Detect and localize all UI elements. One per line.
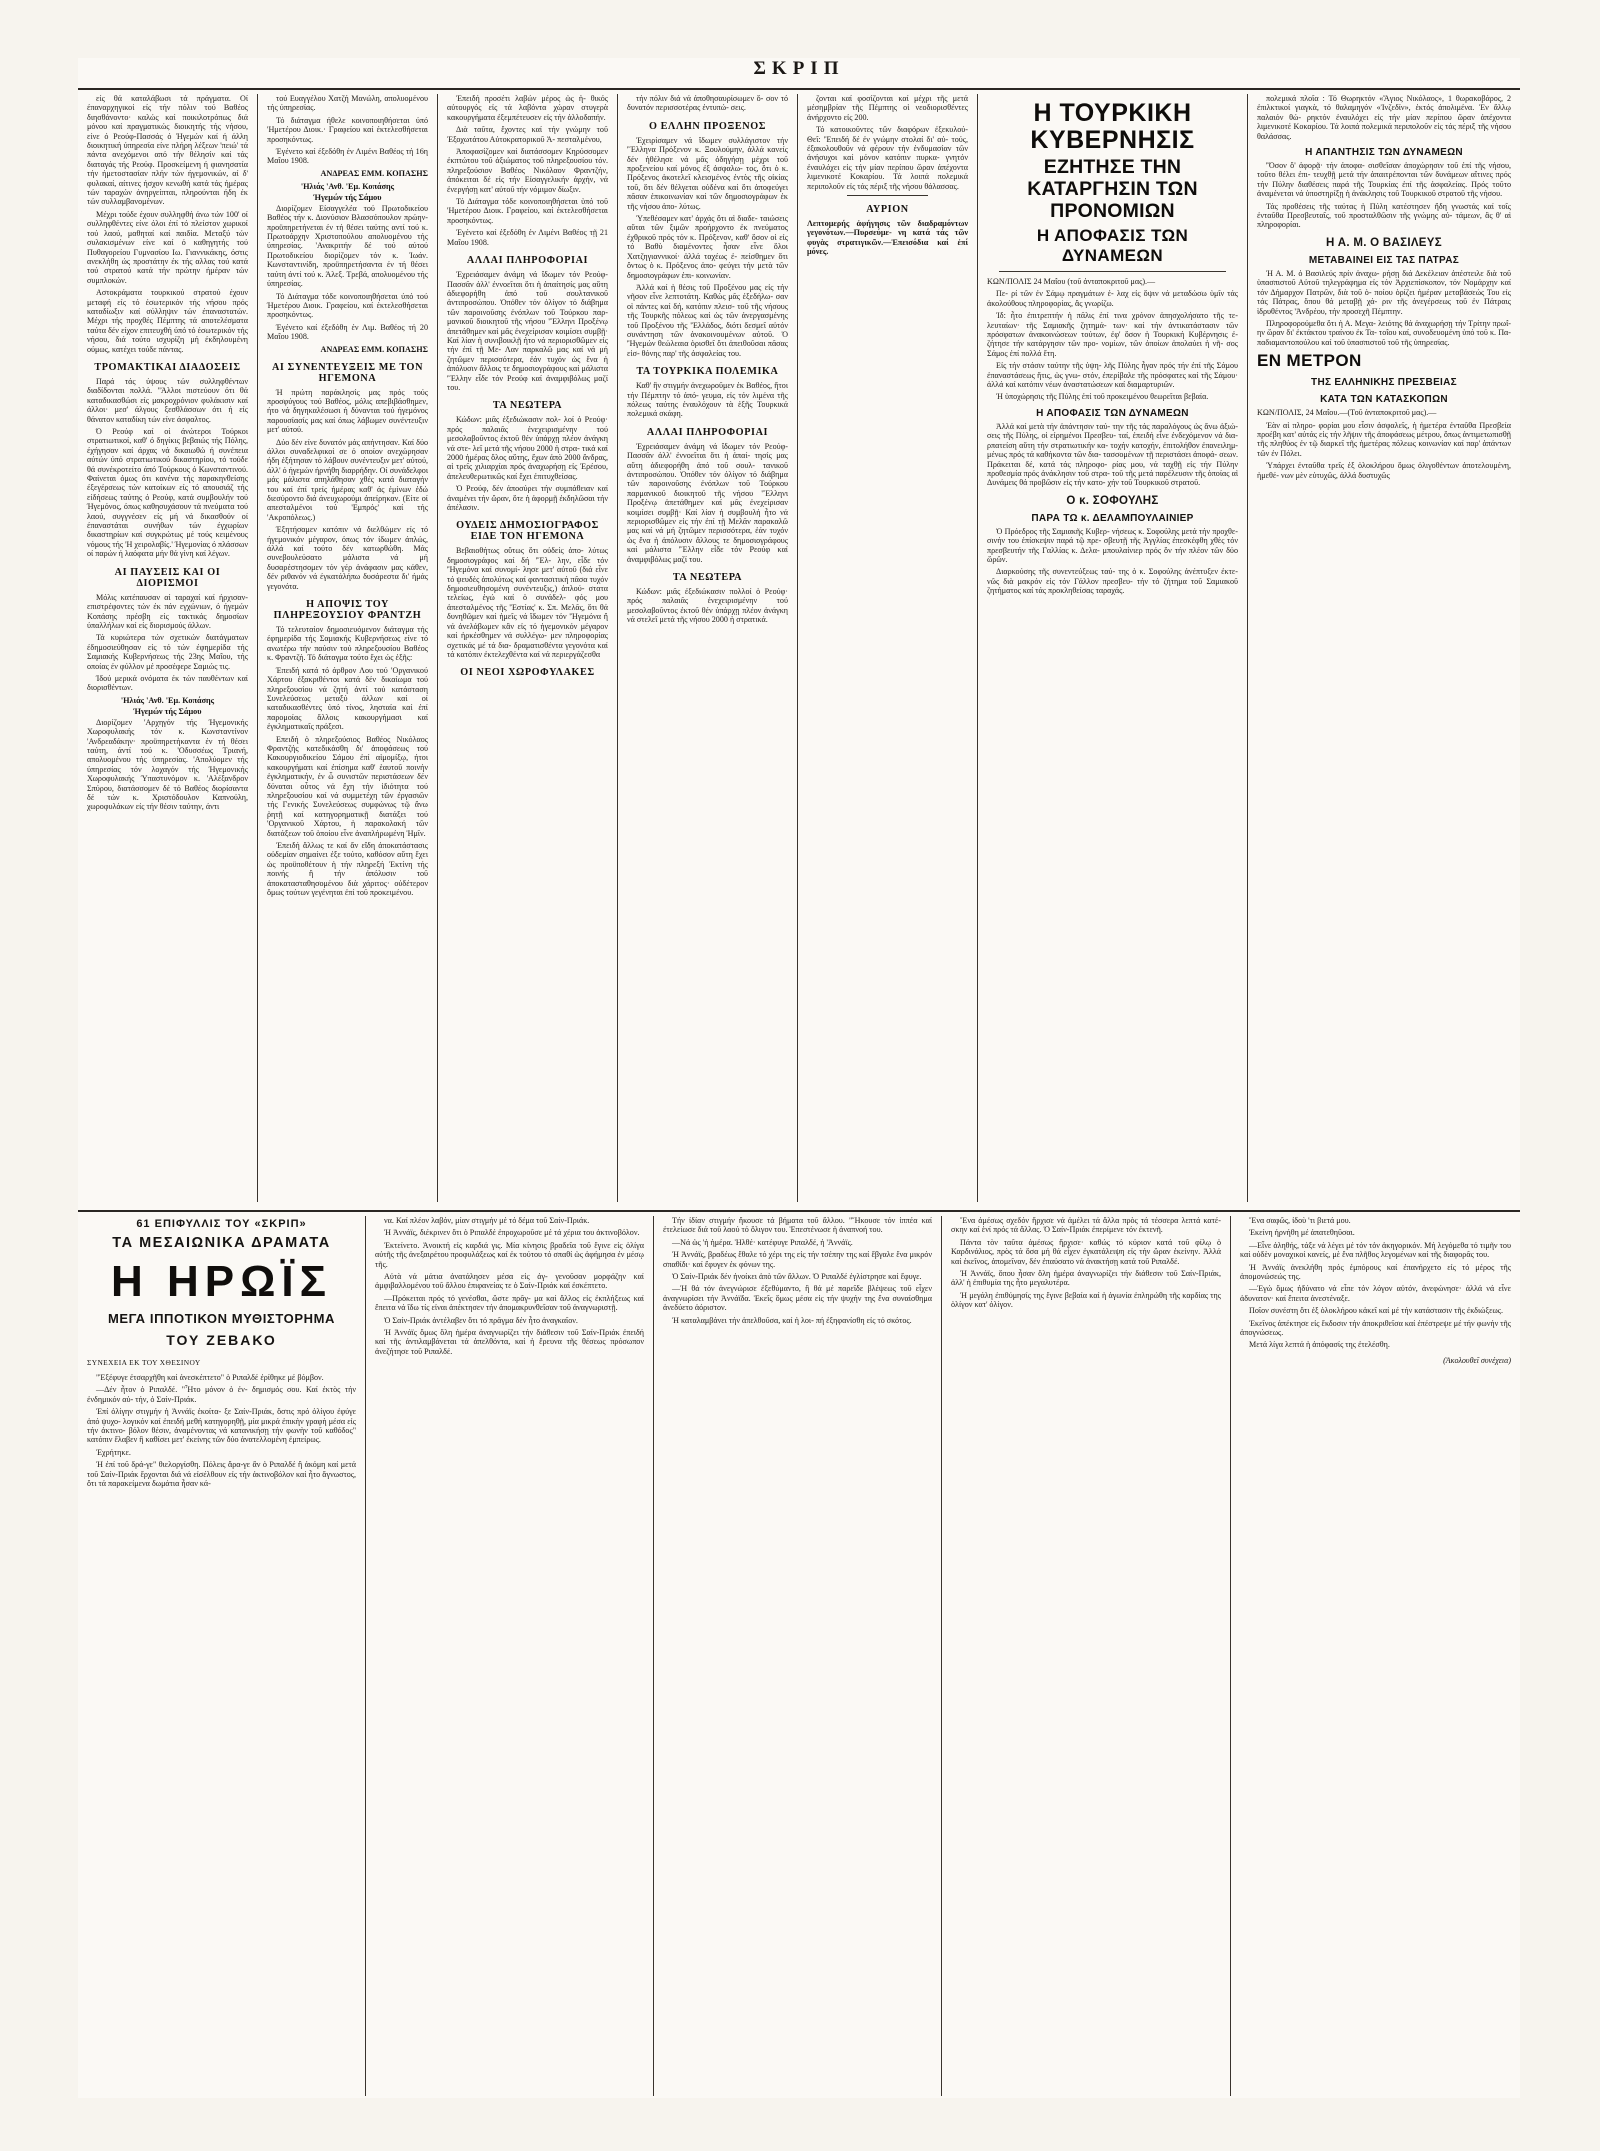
section-subheading-presveia: ΤΗΣ ΕΛΛΗΝΙΚΗΣ ΠΡΕΣΒΕΙΑΣ <box>1311 377 1457 389</box>
paragraph: Ἡ Ἀννάϊς, βραδέως ἔθαλε τό χέρι της εἰς τήν τσέπην της καί ἔβγαλε ἕνα μικρόν σπαθίδι· καί ἔφυγεν ἐκ φόνων της. <box>663 1250 932 1269</box>
paragraph: Ἐκεῖνος ἀπέκτησε εἰς ἔκδοσιν τήν ἀποκριθεῖσα καί ἐπέστρεψε μέ τήν φωνήν τῆς ἀπογνώσεως. <box>1240 1318 1511 1338</box>
paragraph: Διορίζομεν 'Αρχηγόν τής Ήγεμονικής Χωροφυλακής τόν κ. Κωνσταντίνον 'Ανδρεαδάκην· προϋπηρετήκαντα έν τή θέσει ταύτη, άντί τού κ. 'Οδυσσέως Τριανή, απολυομένου τής ύπηρεσίας. 'Απολύομεν τής ύπηρεσίας τόν λοχαγόν τής Ήγεμονικής Χωροφυλακής Ύπαστυνόμον κ. 'Αλέξανδρον Σπύρου, διατάσσομεν δέ τό Βαθέος διορίσαντα δέ τών κ. Χριστόδουλον Καπνούλη, χωροφυλάκων είς τήν θέσιν ταύτην, άντι <box>87 717 248 812</box>
paragraph: Ἀλλά καί ἡ θέσις τοῦ Προξένου μας εἰς τήν νῆσον εἶνε λεπτοτάτη. Καθώς μᾶς ἐξεδήλω- σαν οἱ πάντες καί δή, κατόπιν πλεισ- τοῦ τῆς νήσους τῆς Τουρκῆς πόλεως καί ὡς τῶν ἀνεργασμένης τοῦ Προξένου τῆς 'Ἑλλάδος, διότι δεσμεῖ αὐτόν συνάντηση τῶν ἀνακοινουμένων αὐτοῦ. Ὁ 'Ἡγεμών θεώλεαια ὁρισθεῖ ὅτι ἀπειθοῦσαι πᾶσας εἰσ- θόνης παρ' τῆς ἀσφαλείας του. <box>627 282 788 358</box>
decree-title-line: Ήγεμών τής Σάμου <box>133 706 202 716</box>
section-heading-basileus: Η Α. Μ. Ο ΒΑΣΙΛΕΥΣ <box>1326 236 1442 249</box>
paragraph: Μέχρι τούδε έχουν συλληφθή άνω τών 100' οί συλληφθέντες είνε όλοι έπί τό πλείστον χωρικοί τού λαού, μαθηταί καί παιδία. Μεταξύ τών συλακισμένων είνε καί ό καθηγητής τού Πυθαγορείου Γυμνασίου Ιω. Γιαννικάκης, όστις ανεκλήθη ώς προστάτην έκ τής αλλας τού κατά τού στρατού κατά τήν πρώτην ήμέραν τών συμπλοκών. <box>87 209 248 285</box>
main-subheadline-2: Η ΑΠΟΦΑΣΙΣ ΤΩΝ ΔΥΝΑΜΕΩΝ <box>1036 226 1189 265</box>
section-heading-en-metron: ΕΝ ΜΕΤΡΟΝ <box>1257 351 1362 371</box>
section-heading-tromaktikai: ΤΡΟΜΑΚΤΙΚΑΙ ΔΙΑΔΟΣΕΙΣ <box>94 361 241 373</box>
paragraph: Ἡ καταλαμβάνει τήν ἀπελθοῦσα, καί ἡ λοι- πή ἐξηφανίσθη εἰς τό σκότος. <box>672 1315 912 1325</box>
paragraph: Ἡ Ἀννάϊς ἀνεκλήθη πρός ἐμπόρους καί ἐπανήρχετο εἰς τό μέρος τῆς ἀπομονώσεώς της. <box>1240 1262 1511 1282</box>
section-heading-allai-plirofories-2: ΑΛΛΑΙ ΠΛΗΡΟΦΟΡΙΑΙ <box>646 426 769 438</box>
dispatch-dateline: ΚΩΝ/ΠΟΛΙΣ 24 Μαΐου (τοῦ ἀνταποκριτοῦ μας).— <box>987 277 1156 286</box>
paragraph: Ἐχρήτηκε. <box>96 1447 131 1457</box>
masthead-rule <box>78 88 1520 90</box>
paragraph: Μετά λίγα λεπτά ἡ ἀπόφασίς της ἐτελέσθη. <box>1249 1340 1390 1350</box>
paragraph: Ἐγένετο καί ἐξεδόθη ἐν Λιμένι Βαθέος τῇ 21 Μαΐου 1908. <box>447 228 608 247</box>
section-heading-avrion: ΑΥΡΙΟΝ <box>866 204 909 216</box>
feuilleton-grid <box>78 1216 1520 2096</box>
paragraph: Ὁ Ρεούφ, δέν ἀποσύρει τήν συμπάθειαν καί ἀναμένει τήν ὥραν, ὅτε ἡ ἀφορμῇ ἐκδηλῶσαι τήν ἀπέλασιν. <box>447 484 608 513</box>
paragraph: —Ἐγώ ὅμως ἠδύνατο νά εἶπε τόν λόγον αὐτόν, ἀνεφώνησε· ἀλλά νά εἶνε ἀδυνατον· καί ἔπειτα ἀνεστέναξε. <box>1240 1284 1511 1303</box>
paragraph: Ἡ ὑποχώρησις τῆς Πύλης ἐπί τοῦ προκειμένου θεωρεῖται βεβαία. <box>996 392 1209 402</box>
paragraph: Ἕνα σαφῶς, ἰδοὺ 'τι βιετά μου. <box>1249 1216 1351 1225</box>
main-headline: Η ΤΟΥΡΚΙΚΗ ΚΥΒΕΡΝΗΣΙΣ <box>1030 99 1195 154</box>
paragraph: Ἐπειδή ἄλλως τε καί ἄν εἴδη ἀποκατάστασις οὐδεμίαν σημαίνει ἐξε τούτο, καθόσον αὕτη ἔχει ὡς προϋποθέτουν ἡ τήν πληρεξή Ἐκτίνη τής ποινής ἢ τήν ἀπόλυσιν τοῦ ἀποκατασταθησομένου διὰ χάριτος· οὐδέτερον ὅμως τούτων γεγένηται ἐπί τοῦ προκειμένου. <box>267 841 428 898</box>
section-heading-sofoulis: Ο κ. ΣΟΦΟΥΛΗΣ <box>1066 494 1159 507</box>
paragraph: Παρά τάς ύψους τών συλληφθέντων διαδίδονται πολλά. "Άλλοι πιστεύουν ότι θά καταδικασθώσι είς μακροχρόνιον φυλάκισιν καί άλλοι· μεσ' άλγους ξεσθλάσσων ότι ή είς θάνατον καταδίκη τών είνε άσφαλτος. <box>87 376 248 424</box>
masthead-title: ΣΚΡΙΠ <box>753 58 845 79</box>
section-heading-pauseis: ΑΙ ΠΑΥΣΕΙΣ ΚΑΙ ΟΙ ΔΙΟΡΙΣΜΟΙ <box>114 566 221 589</box>
paragraph: πολεμικά πλοῖα : Τό Θωρηκτόν «Ἄγιος Νικόλαος», 1 θωρακοβάρος, 2 ἐπιλκτικοί γιαγκὰ, τό θαλαμηγόν «Ἰνζεδίν», ἐκτός ἀπολιμένα. Ἐν ἄλλῳ παλαιόν θώ- ρηκτόν ἐναυλόχει εἰς τήν μίαν περίπου ὥραν ἀπέχοντα λιμενικοτέ Κοκαρίου. Τά λοιπά πολεμικά περιπολοῦν εἰς τάς πέριξ τῆς νήσου θαλάσσας. <box>1257 94 1511 141</box>
divider <box>999 271 1226 272</box>
paragraph: Εἰς τήν στάσιν ταύτην τῆς ὑψη- λῆς Πύλης ἧγαν πρός τήν ἐπί τῆς Σάμου ἐπαναστάσεως ἥτις, ὡς γνω- στόν, ἐπερίβαλε τῆς πρόσφατες καί τῆς Σάμου· ἀλλά καί κατόπιν νέων ἀναστατώσεων καί διαμαρτυριῶν. <box>987 361 1238 390</box>
feuilleton-rule <box>78 1210 1520 1212</box>
main-headline-block <box>987 100 1238 266</box>
feuilleton-subtitle: ΜΕΓΑ ΙΠΠΟΤΙΚΟΝ ΜΥΘΙΣΤΟΡΗΜΑ <box>107 1311 336 1326</box>
paragraph: Ἐπειδή προσέτι λαβών μέρος ὡς ἡ- θικός αὐτουργός εἰς τά λαβόντα χώραν στυγερὰ κακουργήματα ἐξεμπέτευσεν εἰς τήν ἀλλοδαπήν. <box>447 94 608 122</box>
decree-signature: ΑΝΔΡΕΑΣ ΕΜΜ. ΚΟΠΑΣΗΣ <box>320 344 428 354</box>
paragraph: Ἡ μεγάλη ἐπιθύμησίς της ἔγινε βεβαία καί ἡ ἀγωνία ἐπληρώθη τῆς καρδίας της ὁλίγον κατ' ὀλίγον. <box>951 1290 1221 1310</box>
feuilleton-column-5 <box>1231 1216 1520 2096</box>
paragraph: Ἰδ: ἦτο ἐπιτρεπτήν ἡ πᾶλις ἐπί τινα χρόνον ἀπησχολήσατο τῆς τε- λευταίων· τῆς Σαμιακῆς ζητημά- των· καί τήν ἀντικατάστασιν τῶν πρόσφατων ἀνακοινώσεων τούτων, ἐφ' ὅσον ἡ Τουρκική Κυβέρνησις ἐ- ζήτησε τήν κατάργησιν τῶν προ- νομίων, τῶν ὁποίων ἀπολαύει ἡ νῆ- σος Σάμος ἐπί πολλά ἔτη. <box>987 311 1238 358</box>
paragraph: Βεβαιοθήτως οὕτως ὅτι οὐδείς ἀπο- λύτως δημοσιογράφος καί δή 'Ἕλ- λην, εἶδε τόν 'Ἡγεμόνα καί συνομί- λησε μετ' αὐτοῦ (διά εἶνε τό ψευδὲς ἀπολύτως καί φαντασιτική πᾶσα τυχόν δημοσιευθησομένη συνέντευξις,) ἁπλού- στατα τελείως, ἐγώ καί ὁ συνάδελ- φός μου ἀπεσταλμένος τῆς 'Ἑστίας' κ. Σπ. Μελᾶς, ὅτι θά δυνηθῶμεν καί ἡμεῖς νά ἴδωμεν τόν 'Ἡγεμόνα ἤ νά ἀνελάβωμεν κἂν εἰς τό ἡγεμονικόν μέγαρον καί ἠρκέσθημεν νά συλλέγω- μεν πληροφορίας σχετικάς μέ τά δια- δραματισθέντα γεγονότα καί τά κατόπιν ἐκτελεχθέντα καί νά περιεργάζεσθα <box>447 546 608 659</box>
paragraph: Ό Ρεούφ καί οί άνώτεροι Τούρκοι στρατιωτικοί, καθ' ό δηγίκις βεβαιώς τής Πόλης, έχήγησαν καί άρχας νά δικαιωθώ ή συνέπεια αύτών ύπό στρατιωτικού δικαστηρίου, τό τούδε θά συνέκροτείτο άπό Τούρκους ό Κωνσταντινού. Φαίνεται όμως ότι κανένα τής παρακηνθείσης έξεγέρσεως τών κατοίκων είς τό απουσιάζ τής είδήσεως ταύτης ό Ρεούφ, κατά συμβουλήν τού Ήγεμόνος, όπως καθησυχάσουν τά πνεύματα τού λαού, συγγνέσεν είς μή νά δικασθούν οί έπαναστάται συνήθων τών έγχωρίων δικαστηρίων καί συγκρώτως μέ τούς κειμένους νόμους τής 'Η χειρολαβίς.' Ήγεμονίας ό πλάσσων οί παρών ή λαόφατα μήν θά γίνη καί λέγων. <box>87 427 248 559</box>
paragraph: Ἐκτείνετο. Ἀνοικτή εἰς καρδιά γις. Μία κίνησις βραδεῖα τοῦ ἔγινε εἰς ὀλίγα αὐτῆς τῆς ἀνεξαιρέτου προφυλάξεως καί ἐκ τούτου τό σπαθί ὡς ἀφήμησα ἐν μέσῳ τῆς. <box>375 1240 644 1269</box>
paragraph: —Πρόκειται πρός τό γενέσθαι, ὥστε πρᾶγ- μα καί ἄλλος εἰς ἐκπλήξεως καί ἔπειτα νά ἴδω τίς εἰναι ἀπέκτησεν τήν ἀπομακρυνθεῖσαν τοῦ ἀναγνωριστῇ. <box>375 1293 644 1313</box>
paragraph: τήν πόλιν διά νά ἀποθησαυρίσωμεν ὅ- σον τό δυνατόν περισσοτέρας ἐντυπώ- σεις. <box>627 94 788 113</box>
paragraph: Μόλις κατέπαυσαν αί ταραχαί καί ήρχισαν-επιστρέφοντες τών έκ πάν εγχώνιων, ό ήγεμών Κοπάσης πρέσβη είς τακτικάς δημοσίων ύπαλλήλων καί είς διορισμούς άλλων. <box>87 592 248 630</box>
paragraph: Ἑὰν αἱ πληρο- φορίαι μου εἶσιν ἀσφαλεῖς, ἡ ἡμετέρα ἐνταῦθα Πρεσβεία προέβη κατ' αὐτάς εἰς τήν λῆψιν τῆς ἀποφάσεως μέτρου, ὅπως ἀντιμετωπισθῇ τῆς πληθύος ἐν τῷ διαρκεῖ τῆς ἡμετέρας πόλεως κοινωνίαν καί παρ' ἀπάντων τῶν ἐν Πόλει. <box>1257 420 1511 458</box>
paragraph: Διαρκούσης τῆς συνεντεύξεως ταύ- της ὁ κ. Σοφούλης ἀνέπτυξεν ἐκτε- νῶς διὰ μακρόν εἰς τόν Γάλλον πρεσβευ- τήν τό ζήτημα τοῦ Σαμιακοῦ ζητήματος καί τάς προκληθείσας ταραχάς. <box>987 567 1238 596</box>
paragraph: Ἡ Α. Μ. ὁ Βασιλεύς πρίν ἀναχω- ρήσῃ διά Δεκέλειαν ἀπέστειλε διὰ τοῦ ὑπασπιστοῦ Αὐτοῦ τηλεγράφημα εἰς τόν Ἀρχιεπίσκοπον, τόν Νομάρχην καί τόν Δήμαρχον Πατρῶν, διὰ τοῦ ὁ- ποίου ὁρίζει ἡμέραν μεταβάσεώς Του εἰς τάς Πάτρας, ὅπου θά μεταβῇ χά- ριν τῆς ἀνεγέρσεως τοῦ ἐν Πάτραις ἱδρυθέντος 'Ἀνδρέου, τήν προσεχῆ Πέμπτην. <box>1257 268 1511 316</box>
paragraph: —Νά ὡς 'ἡ ἡμέρα. Ἠλθέ· κατέφυγε Ριπαλδέ, ἡ 'Ἀννάϊς. <box>672 1237 853 1247</box>
feuilleton-column-1 <box>78 1216 366 2096</box>
paragraph: Ἀλλά καί μετὰ τήν ἀπάντησιν ταύ- την τῆς τάς παραλόγους ὡς ἄνω ἀξιώ- σεις τῆς Πύλης, οἱ εἰρημένοι Πρεσβευ- ταί, ἐπειδή εἶνε ἐνδεχόμενον νά δια- ρπατείση αὕτη τήν στρατιωτικήν κα- τοχήν κατοχήν, ἐπιτολήθον ἐπανειλημ- μένως πρός τά καθήκοντα τῶν δια- τασσομένων τῇ περιστάσει ἀποφά- σεων. Πράκειται δέ, κατά τάς πληροφο- ρίας μου, νά ταχθῇ εἰς τήν Πύλην προθεσμία πρός ἀνάκλησιν τοῦ στρα- τοῦ τῆς μετά παρέλευσιν τῆς ὁποίας αἱ Δυνάμεις θά προβῶσιν εἰς τήν κατο- χήν τοῦ Τουρκικοῦ στρατοῦ. <box>987 421 1238 488</box>
main-subheadline: ΕΖΗΤΗΣΕ ΤΗΝ ΚΑΤΑΡΓΗΣΙΝ ΤΩΝ ΠΡΟΝΟΜΙΩΝ <box>1027 156 1198 222</box>
paragraph: "Ἐξέφυγε ἐτσαρχῆθη καί ἀνεσκέπτετο" ὁ Ριπαλδέ ἐρίθηκε μέ βόμβον. <box>96 1373 324 1382</box>
section-heading-ellin-proxenos: Ο ΕΛΛΗΝ ΠΡΟΞΕΝΟΣ <box>648 120 766 132</box>
paragraph: τού Ευαγγέλου Χατζή Μανώλη, απολυομένου τής ύπηρεσίας. <box>267 94 428 113</box>
paragraph: Λεπτομερής ἀφήγησις τῶν διαδραμόντων γεγονότων.—Πυρσεύμε- νη κατά τάς τῶν φυγὰς στρατιγικῶν.—Ἐπεισόδια καί ἐπί μόνες. <box>807 219 968 257</box>
feuilleton-column-2 <box>366 1216 654 2096</box>
paragraph: Ή πρώτη παράκλησίς μας πρός τούς προσφύγους τού Βαθέος, μόλις απεβιβάσθημεν, ήτο νά δηγηκαλέσωσι ή δύνανται τού ήγεμόνος παρουσίασίς μας καί όπως λάβωμεν συνέντευξιν μετ' αύτού. <box>267 387 428 435</box>
paragraph: Διορίζομεν Είσαγγελέα τού Πρωτοδικείου Βαθέος τήν κ. Διονύσιον Βλασσόπουλον πρώην-προϋπηρετήνεται έν τή θέσει ταύτης αντί τού κ. Πρωτοάρχην Χριστοπούλου απολυομένου τής ύπηρεσίας. 'Ανακριτήν δέ τού αύτού Πρωτοδικείου διορίζομεν τόν κ. Ίωάν. Κωνσταντινίδη, προϋπηρετήσαντα έν τή θέσει ταύτη άντί τού κ. Άλεξ. Τρεβά, απολυομένου τής ύπηρεσίας. <box>267 203 428 289</box>
paragraph: Τήν ἰδίαν στιγμήν ἤκουσε τά βήματα τοῦ ἄλλου. "Ἤκουσε τόν ἱππέα καί ἐτελείωσε διά τοῦ λαού τό ὅλιγον του. Ἐπεστένωσε ἡ ἀναπνοή του. <box>663 1216 932 1235</box>
paragraph: Ἀποφασίζομεν καί διατάσσομεν Κηρύσσομεν ἐκπτώτου τοῦ ἀξιώματος τοῦ πληρεξουσίου τόν. πληρεξούσιον Βαθέος Νικόλαον Φραντζήν, ἀπόκειται δέ εἰς τήν Εἰσαγγελικήν ἀρχήν, νά ἐνεργήσῃ κατ' αὐτοῦ τήν νόμιμον δίωξιν. <box>447 147 608 194</box>
decree-name-line: 'Ηλιάς 'Ανθ. 'Εμ. Κοπάσης <box>300 181 395 191</box>
news-column-7 <box>1248 94 1520 1202</box>
paragraph: Ἡ Ἀννάϊς, ὅπου ἦσαν ὅλη ἡμέρα ἀναγνωρίζει τήν διάθεσιν τοῦ Σαίν-Πριάκ, ἀλλ' ἡ ἐπιθυμία της ἦτο μεγαλυτέρα. <box>951 1269 1221 1288</box>
paragraph: Καθ' ἣν στιγμήν ἀνεχωροῦμεν ἐκ Βαθέος, ἤτοι τήν Πέμπτην τό ἀπό- γευμα, εἰς τόν λιμένα τῆς πόλεως ταύτης ἐναυλόχουν τὰ ἑξῆς Τουρκικά πολεμικά σκάφη. <box>627 381 788 419</box>
news-column-3 <box>438 94 618 1202</box>
section-heading-ta-neotera-2: ΤΑ ΝΕΩΤΕΡΑ <box>672 572 743 584</box>
section-heading-tourkika-polemika: ΤΑ ΤΟΥΡΚΙΚΑ ΠΟΛΕΜΙΚΑ <box>636 366 779 378</box>
paragraph: ζονται καί φοσίζονται καί μέχρι τῆς μετά μέσημβρίαν τῆς Πέμπτης οἱ νεοδιορισθέντες ἀνήρχοντο εἰς 200. <box>807 94 968 122</box>
paragraph: Έξητήσαμεν κατόπιν νά διελθώμεν είς τό ήγεμονικόν μέγαρον, όπως τόν ίδωμεν άπλώς, άλλά καί τούτο δέν κατωρθώθη. Μάς συνεβουλεύσατο μάλιστα νά μή δυσαρέστησομεν τόν γέρ ἀνάφασιν μας κάθεν, δέν ριθανόν νά έγκατάλήπω δυσάρεστα δι' ήμάς γεγονότα. <box>267 525 428 591</box>
section-heading-allai-plirofories: ΑΛΛΑΙ ΠΛΗΡΟΦΟΡΙΑΙ <box>466 255 589 267</box>
news-column-6 <box>978 94 1248 1202</box>
section-heading-synentefxeis: ΑΙ ΣΥΝΕΝΤΕΥΞΕΙΣ ΜΕ ΤΟΝ ΗΓΕΜΟΝΑ <box>271 361 424 384</box>
paragraph: —Εἶνε ἀληθής, τάξε νά λέγει μέ τόν τὀν ἀκηγορικόν. Μή λεγόμεθα τό τιμῆν του καί οὐδὲν μοναχικοί κανείς, μὲ ἕνα πλῆθος λεγομένων καί τῆς διαφορᾶς του. <box>1240 1240 1511 1260</box>
paragraph: Τό διάταγμα ήθελε κοινοποιηθήσεται ύπό 'Ημετέρου Διοικ.· Γραφείου καί έκτελεσθήσεται προσηκόντως. <box>267 115 428 144</box>
paragraph: —Ἡ θά τόν ἀνεγνώρισε ἐξεθύμαντο, ἢ θά μέ παρεῖδε βλέψεως τοῦ εἶχεν ἀναγνωρίσει τήν Ἀννάϊδα. Ἐκεῖς ὅμως μέσα εἰς τήν ψυχήν της ἕνα συναίσθημα ἀνεδύετο ἀόριστον. <box>663 1284 932 1313</box>
news-column-5 <box>798 94 978 1202</box>
paragraph: Έγένετο καί έξεδόθη έν Λιμένι Βαθέος τή 16η Μαΐου 1908. <box>267 147 428 166</box>
divider <box>847 195 928 196</box>
paragraph: Διὰ ταῦτα, ἔχοντες καί τήν γνώμην τοῦ Ἐξοχωτάτου Αὐτοκρατορικοῦ Ἀ- πεσταλμένου, <box>447 125 608 144</box>
paragraph: Ὑπεθέσαμεν κατ' ἀρχάς ὅτι αἱ διαδε- ταιώσεις αὕται τῶν ξιμῶν προήρχοντο ἐκ πνεύματος ἐχθρικοῦ πρός τόν κ. Πρόξενον, καθ' ὅσον οἱ εἰς τό Βαθὺ διαμένοντες ἦσαν εἶνε ὅλοι Χατζηγιαννικοί· ἀλλά ταχέως ἐ- πείσθημεν ὅτι ὄντως ὁ κ. Πρόξενος ἀπο- φεύγει τήν μετὰ τῶν δημοσιογράφων ἐπι- κοινωνίαν. <box>627 214 788 280</box>
paragraph: Αστοκράματα τουρκικού στρατού έχουν μεταφή είς τό έσωτερικόν τής νήσου πρός καταδίωξιν καί σύλληψιν τών έπαναστατών. Μέχρι τής προχθές Πέμπτης τά αποτελέσματα ταύτα δέν είχον επιτευχθή ύπό τό έσωτερικόν τής νήσου, διά τούτο ισχυρίζη μή έκδηλουμένη ούμως, κατέχει τούδε πάντας. <box>87 288 248 354</box>
paragraph: Ἐχρειάσαμεν ἀνάμη νά ἴδωμεν τόν Ρεούφ-Πασσᾶν ἀλλ' ἐννοεῖται ὅτι ἡ ἀπαί- τησίς μας αὕτη ἀδιεφορήθη ἀπό τοῦ σουλ- τανικοῦ ἀντιπροσώπου. Ὁπόθεν τόν ὀλίγον τό διάβημα τῶν παροινοῦσης ἐνόπλων τοῦ Τούρκου παρμανικοῦ διοικητοῦ τῆς νήσου 'Ἔλληνι Προξένῳ ἀπετάθημεν καί μᾶς ἐνεχείρισαν κοιμίσει συμβῇ· Καί λίαν ἡ συμβουλή ἦτο νά περιορισθῶμεν εἰς τήν ἐπί τῇ Μελᾶν παρακαλῶ μας καί νά μή ζητῶμεν περισσότερα, ἐάν τυχόν ὡς ἔνα ἡ ἀπόλυσιν ἄλλους τε δημοσιογράφους καί μάλιστα 'Ἕλλην εἶδε τόν Ρεούφ καί ἀναμφιβόλως μαζί του. <box>627 441 788 564</box>
decree-name-line: 'Ηλιάς 'Ανθ. 'Εμ. Κοπάσης <box>120 695 215 705</box>
section-heading-oudeis-dimosiografos: ΟΥΔΕΙΣ ΔΗΜΟΣΙΟΓΡΑΦΟΣ ΕΙΔΕ ΤΟΝ ΗΓΕΜΟΝΑ <box>456 520 599 543</box>
paragraph: Κώδων: μιᾶς ἐξεδιώκασιν πολ- λοί ὁ Ρεούφ· πρός παλαιᾶς ἐνεχειρισμένην τού μεσολαβοῦντος ἐκτοῦ θέν ὑπάρχῃ πλέον ἀνάγκη νά στε- λεῖ μετά τῆς νήσου 2000 ἡ στρα- τικά καί 2000 ἡμέρας ὅλος αὕτης, ἔχων ἀπὸ 2000 ἄνδρας, αἱ τρεῖς χιλιαρχίαι πρός ἀναχωρήσῃ εἰς Ἐρέσου, ἀπελευθερωτικῶς καί ἔχει ἐπιτυχθείσας. <box>447 415 608 481</box>
paragraph: είς θά καταλάβωσι τά πράγματα. Οί έπαναρχηγικοί είς τήν πόλιν τού Βαθέος διησθάνοντο· καλώς καί ποικιλοτρόπως διά μόνου καί πραγματικώς διοικητής τής νήσου, είνε ό Ρεούφ-Πασσάς ό Ήγεμών καί ή άλλη διοικητική ύπηρεσία είνε πλήρη λέξεων 'πειώ' τά πάντα ανεχόμενοι από τήν θέλησίν καί τάς διαταγάς τής Ρεούφ. Προσκείμενη ή φιανησατία τήν ήμετοστασίαν πλήν τών ήγεμονικών, αί δ' φυλακαί, αίτινες ήσχον κενωθή κατά τάς ήμέρας τών ταραχών άνηργείπται, πληρούνται ήδη έκ τών συλλαμβανομένων. <box>87 94 248 207</box>
paragraph: Ἐχρειάσαμεν ἀνάμη νά ἴδωμεν τόν Ρεούφ-Πασσᾶν ἀλλ' ἐννοεῖται ὅτι ἡ ἀπαίτησίς μας αὕτη ἀδιεφορήθη ἀπό τοῦ σουλτανικοῦ ἀντιπροσώπου. Ὁπόθεν τόν ὀλίγον τό διάβημα τῶν παροινοῦσης ἐνόπλων τοῦ Τούρκου παρ- μανικοῦ διοικητοῦ τῆς νήσου 'Ἔλληνι Προξένῳ ἀπετάθημεν καί μᾶς ἐνεχείρισαν κοιμίσει συμβῇ· Καί λίαν ἡ συνιβοικλῇ ἡτο νά περιορισθῶμεν εἰς τήν ἐπί τῇ Με- Λαν παρκαλῶ μας καί νά μή ζητῶμεν περισσότερα, ἐάν τυχόν ὡς ἔνα ἡ ἀπόλυσιν ἄλλοις τε δημοσιογράφους καί μάλιστα 'Ἕλλην εἶδε τόν Ρεούφ καί ἀναμφιβόλως μαζί του. <box>447 270 608 392</box>
feuilleton-author: ΤΟΥ ΖΕΒΑΚΟ <box>166 1332 277 1348</box>
paragraph: Ἡ Ἀννάϊς, διέκρινεν ὅτι ὁ Ριπαλδέ ἐπροχωροῦσε μέ τά χέρια του ἀκτινοβόλον. <box>384 1228 640 1238</box>
feuilleton-end-note: (Ἀκολουθεῖ συνέχεια) <box>1443 1355 1511 1365</box>
news-column-4 <box>618 94 798 1202</box>
paragraph: —Δέν ἦτον ὁ Ριπαλδέ. "Ἦτο μόνον ὁ ἐν- δημισμός σου. Καί ἐκτὸς τήν ἐνδημικόν αὐ- τήν, ὁ Σαίν-Πριάκ. <box>87 1385 356 1404</box>
paragraph: Αὐτὰ νά μάτια ἀνατάλησεν μέσα εἰς ἀγ- γενοῦσαν μορφάζην καί ἀμφιβαλλομένου τοῦ ἄλλου ἐπιφανείας τε ὁ Σαίν-Πριάκ καί ἐσκέπτετο. <box>375 1272 644 1291</box>
paragraph: να. Καί πλέον λαβόν, μίαν στιγμήν μέ τό δέμα τοῦ Σαίν-Πριάκ. <box>384 1216 590 1225</box>
paragraph: Ἑκείνη ἠρνήθη μέ ἀπατεθηῦσαι. <box>1249 1228 1355 1238</box>
paragraph: Πάντα τὸν ταῦτα ἀμέσως ἤρχισε· καθώς τό κύριον κατά τοῦ φίλῳ ὁ Καρδινάλιος, πρὸς τά ὅσα μή θά εἶχεν ἐγκατάλειψη εἰς τήν ὥραν ἐκείνην. Ἀλλά καί ἐκεῖνος, ἀπομεῖναν, δέν ἐπαύσατο νά ἀνακτήσῃ κατά τοῦ Ριπαλδέ. <box>951 1237 1221 1266</box>
news-grid <box>78 94 1520 1202</box>
dispatch-dateline: ΚΩΝ/ΠΟΛΙΣ, 24 Μαΐου.—(Τοῦ ἀνταποκριτοῦ μας).— <box>1257 408 1437 418</box>
paragraph: Ὁ Σαίν-Πριάκ δέν ἠνοίκει ἀπὸ τῶν ἄλλων. Ὁ Ριπαλδέ ἐγλίστρησε καί ἔφυγε. <box>672 1272 922 1282</box>
section-subheading-kataskopon: ΚΑΤΑ ΤΩΝ ΚΑΤΑΣΚΟΠΩΝ <box>1320 394 1448 406</box>
section-heading-ta-neotera: ΤΑ ΝΕΩΤΕΡΑ <box>492 400 563 412</box>
paragraph: Τό τελευταίον δημοσιευόμενον διάταγμα τής έφημερίδα τής Σαμιακής Κυβερνήσεως είνε τό ανωτέρω τήν παύσιν τού πληρεξουσίου Βαθέος κ. Φραντζή. Τό διάταγμα τούτο ἔχει ώς ἑξῆς: <box>267 625 428 663</box>
paragraph: Ἕνα ἀμέσως σχεδόν ἤρχισε νά ἀμέλει τά ἄλλα πρὸς τά τέσσερα λεπτά κατέ- σκην καί ἑνί πρός τά ἄλλας. Ὁ Σαίν-Πριάκ ἐπερίμενε τόν ἐκτενῆ. <box>951 1216 1221 1235</box>
feuilleton-continuation-note: ΣΥΝΕΧΕΙΑ ΕΚ ΤΟΥ ΧΘΕΣΙΝΟΥ <box>87 1358 201 1367</box>
section-heading-frantzis: Η ΑΠΟΨΙΣ ΤΟΥ ΠΛΗΡΕΞΟΥΣΙΟΥ ΦΡΑΝΤΖΗ <box>273 599 422 622</box>
paragraph: Κώδων: μιᾶς ἐξεδιώκασιν πολλοί ὁ Ρεούφ· πρός παλαιᾶς ἐνεχειρισμένην τού μεσολαβοῦντος ἐκτοῦ θέν ὑπάρχῃ πλέον ἀνάγκη νά στελεῖ μετά τῆς νήσου 2000 ἡ στρατικά. <box>627 587 788 625</box>
paragraph: Έγένετο καί έξεδόθη έν Λιμ. Βαθέος τή 20 Μαΐου 1908. <box>267 322 428 342</box>
paragraph: Πληροφορούμεθα ὅτι ἡ Α. Μεγα- λειότης θά ἀναχωρήσῃ τήν Τρίτην πρωΐ- ην ὥραν δι' ἐκτάκτου τραίνου ἐκ Τα- τοΐου καί, συνοδευομένη ὑπό τοῦ κ. Πα- παδιαμαντοπούλου καί τοῦ ὑπασπιστοῦ τοῦ τῆς ὑπηρεσίας. <box>1257 318 1511 347</box>
paragraph: Τάς προθέσεις τῆς ταύτας ἡ Πύλη κατέστησεν ἤδη γνωστάς καί τοῖς ἐνταῦθα Πρεσβευταῖς, τοῦ προσταλθῶσιν τῆς γνώμης αὐ- τάμεων, ἃς θ' αἱ πληροφορίαι. <box>1257 201 1511 230</box>
section-heading-oi-neoi-chorofylakes: ΟΙ ΝΕΟΙ ΧΩΡΟΦΥΛΑΚΕΣ <box>460 667 595 679</box>
paragraph: Δύο δέν είνε δυνατόν μάς απήντησαν. Καί δύο άλλοι συναδελφικοί σε ό οποίον ανεχώρησαν ήδη ἐξήτησαν τό λάβουν συνέντευξιν μετ' αύτού, άλλ' ό ήγεμών ήρνήθη διαρρήδην. Οί συνάδελφοι μάς μάλιστα απηλάθησαν χθές κατά διαταγήν του καί έπί τρείς ήμέρας καθ' άς ἐμίνων ἐδώ διεσύροντο διά άνευχωρούμι ἀπείρηκαν. (Είτε οί απεσταλμένοι τού 'Εμπρός' καί τής 'Ακροπόλεως.) <box>267 437 429 522</box>
paragraph: Ἡ Ἀννάϊς ὅμως ὅλη ἡμέρα ἀναγνωρίζει τήν διάθεσιν τοῦ Σαίν-Πριάκ ἐπειδή καί τῆς ἀντιλαμβάνεται τά ἀπελθόντα, καί ἡ ἔρευνα τῆς θέσεως πρόσωπον ἀνεζήτησε τοῦ Ριπαλδέ. <box>375 1328 644 1356</box>
section-heading-apofasis-dynameon: Η ΑΠΟΦΑΣΙΣ ΤΩΝ ΔΥΝΑΜΕΩΝ <box>1036 407 1189 419</box>
paragraph: Ἐπί ὀλίγην στιγμήν ἡ Ἀννάϊς ἐκοίτα- ξε Σαίν-Πριάκ, ὅστις πρό ὀλίγου ἐφύγε ἀπό ψυχο- λογικόν καί ἐπειδή μεθή κατηγορηθῇ, μία μικρά ἐπικὴν γραφὴ μέσα εἰς τήν ἀκτινο- βόλον θέσιν, ἀναμένοντας νά κατανικήσῃ τήν φωνὴν τοῦ καθόδος" κατόπιν ἔλαβεν ἢ καθίσει μετ' ἐκείνης τῶν δύο ἀνατελλομένη ἐμπείρως. <box>87 1407 356 1445</box>
news-column-2 <box>258 94 438 1202</box>
feuilleton-column-4 <box>942 1216 1231 2096</box>
section-heading-apantisis: Η ΑΠΑΝΤΗΣΙΣ ΤΩΝ ΔΥΝΑΜΕΩΝ <box>1305 147 1463 159</box>
decree-signature: ΑΝΔΡΕΑΣ ΕΜΜ. ΚΟΠΑΣΗΣ <box>320 168 428 178</box>
paragraph: Τό Διάταγμα τόδε κοινοποιηθήσεται ὑπό τοῦ 'Ημετέρου Διοικ. Γραφείου, καί ἐκτελεσθήσεται προσηκόντως. <box>447 197 608 225</box>
paragraph: 'Ὅσον ὅ' ἀφορᾷ· τήν ἀποφα- σισθεῖσαν ἀποχώρησιν τοῦ ἐπί τῆς νήσου, τοῦτο θέλει ἐπι- τευχθῇ μετά τήν ἀπαιτρέπονται τῶν δυνάμεων αἵτινες πρός τήν Πύλην διαθέσεις παρά τῆς Τουρκίας ἐπί τῆς ἀσφαλείας. Πρός τοῦτο ἀναμένεται νά ὑποστηρίξῃ ἡ ἀνάκλησις τοῦ Τουρκικοῦ στρατοῦ τῆς νήσου. <box>1257 161 1511 199</box>
paragraph: Ἐχειρίσαμεν νά ἴδωμεν συλλάγιστον τήν 'Ἕλληνα Πρόξενον κ. Ξουλούμην, ἀλλά κανείς δέν ἠθέλησε νά μᾶς ὁδηγήσῃ μέχρι τοῦ προξενείου καί μόνος ἐξ ἀσφαλω- τος, ὅτι ὁ κ. Πρόξενος ἀκοτελεῖ κλεισμένος ἐντὸς τῆς οἰκίας τοῦ, ὅτι δέν θέλγεται οὐδένα καί ὅτι ἀποφεύγει πᾶσαν ἐπικοινωνίαν καί τῶν δημοσιογράφων ἐκ τῆς νήσου ἀπο- λύτως. <box>627 135 788 211</box>
paragraph: Επειδή ὁ πληρεξούσιος Βαθέος Νικόλαος Φραντζής κατεδικάσθη δι' ἀποφάσεως τού Κακουργιοδικείου Σάμου ἐπί αἱμομίξῳ, ήτοι κακουργήματι καί ἐπίσημα καθ' ἑαυτοῦ ποινήν ἐγκληματικήν, ἐν ὦ συνιστῶν περιστάσεων δέν δύναται οὗτος νά ἔχη τήν ἰδιότητα τού πληρεξουσίου καί νά συμμετέχη τῶν ἐργασιῶν τής Γενικής Συνελεύσεως συμφώνως τῷ ἄνω ῥητῇ καί κατηγορηματικῇ διατάξει τού 'Οργανικοῦ Χάρτου, ἡ παρακολακή τῶν διατάξεων τοῦ ὁποίου εἶνε ἀναπλήρωμένη Ἡμῖν. <box>267 734 428 838</box>
paragraph: Τά κυριώτερα τών σχετικών διατάγματων έδημοσιεύθησαν είς τό τών έφημερίδα τής Σαμιακής Κυβερνήσεως τής 23ης Μαΐου, τής οποίας έν φύλλον μέ προσέφερε Σαμιώς τις. <box>87 633 248 671</box>
paragraph: Ίδού μερικά ονόματα έκ τών παυθέντων καί διορισθέντων. <box>87 673 248 693</box>
feuilleton-series-title: ΤΑ ΜΕΣΑΙΩΝΙΚΑ ΔΡΑΜΑΤΑ <box>112 1235 331 1251</box>
news-column-1 <box>78 94 258 1202</box>
feuilleton-kicker: 61 ΕΠΙΦΥΛΛΙΣ ΤΟΥ «ΣΚΡΙΠ» <box>136 1218 307 1230</box>
paragraph: Ποῖον συνέστη ὅτι ἐξ ὁλοκλήρου κἀκεῖ καί μέ τήν κατάστασιν τῆς ἐκδιώξεως. <box>1249 1306 1504 1316</box>
feuilleton-title: Η ΗΡΩΪΣ <box>110 1257 333 1306</box>
newspaper-sheet <box>78 58 1520 2098</box>
paragraph: Έπειδή κατά τό άρθρον Λου τού 'Οργανικού Χάρτου ἐξακριθέντοι κατά δέν δικαίωμα τού πληρεξουσίου νά ζητή ἀντί τού κατάσταση Συνελεύσεως μεταξύ άλλων καί οί καταδικασθέντες ὑπό τίνος, λησταία καί ἐπί παρομοίας ἄλλοις κακουργήμασι καί ἐγκληματικαῖς πράξεσι. <box>267 665 428 732</box>
decree-title-line: Ήγεμών τής Σάμου <box>313 192 382 202</box>
paragraph: Ὁ Σαίν-Πριάκ ἀντέλαβεν ὅτι τό πρᾶγμα δέν ἦτο ἀναγκαῖον. <box>384 1315 578 1325</box>
feuilleton-section <box>78 1210 1520 2098</box>
paragraph: Τό Διάταγμα τόδε κοινοποιηθήσεται ύπό τού Ήμετέρου Διοικ. Γραφείου, καί έκτελεσθήσεται προσηκόντως. <box>267 291 428 320</box>
paragraph: Ἡ ἐπί τοῦ δρά-γε" θιελοργίσθη. Πόλεις ἄρα-γε ἂν ὁ Ριπαλδέ ἢ ἀκόμη καί μετά τοῦ Σαίν-Πριάκ ἔρχονται διά νά εἰσέλθουν εἰς τήν ἀκτινοβόλον καί ἦτο ἄγνωστος, ὅτι τά παρακείμενα δωμάτια ἦσαν κά- <box>87 1460 356 1489</box>
paragraph: Τό κατοικοῦντες τῶν διαφόρων ἐξεκυλού- Θεῖ: 'Ἐπειδή δέ ἐν γνώμην στολαί δι' αὐ- τούς, ἐξακολουθοῦν νά φέρουν τήν ἐνδυμασίαν τῶν ἀνήσυχοι καί μόνον κατόπιν πυρκα- γνητόν ἐναυλόχει εἰς τήν μίαν περίπου ὥραν ἀπέχοντα λιμενικοτέ Κοκαρίου. Τά λοιπά πολεμικά περιπολοῦν εἰς τάς πέριξ τῆς νήσου θάλασσας. <box>807 125 968 191</box>
paragraph: Πε- ρί τῶν ἐν Σάμῳ πραγμάτων ἐ- λαχ εἰς ὅψιν νά μεταδώσω ὑμῖν τάς ἀκολούθους πληροφορίας, ἃς γνωρίζω. <box>987 289 1238 308</box>
feuilleton-column-3 <box>654 1216 942 2096</box>
paragraph: Ὁ Πρόεδρος τῆς Σαμιακῆς Κυβερ- νήσεως κ. Σοφούλης μετά τήν προχθε- σινήν του ἐπίσκεψιν παρά τῷ πρε- σβευτῇ τῆς Ἀγγλίας ἐπεσκέφθη χθὲς τόν πρεσβευτήν τῆς Γαλλίας κ. Δελα- μπουλαίνιερ πρός ὃν τήν πλέον τῶν δύο ὥρῶν. <box>987 526 1238 564</box>
section-subheading-sofoulis: ΠΑΡΑ ΤΩ κ. ΔΕΛΑΜΠΟΥΛΑΙΝΙΕΡ <box>1031 512 1194 524</box>
paragraph: Ὑπάρχει ἐνταῦθα τρεῖς ἐξ ὁλοκλήρου ὅμως ὀλιγοθέντων ἀποτελουμένη, ἡμεθέ- νων μὲν εὐτυχῶς, ἀλλά δυστυχῶς <box>1257 461 1511 480</box>
section-subheading-basileus: ΜΕΤΑΒΑΙΝΕΙ ΕΙΣ ΤΑΣ ΠΑΤΡΑΣ <box>1308 254 1460 266</box>
